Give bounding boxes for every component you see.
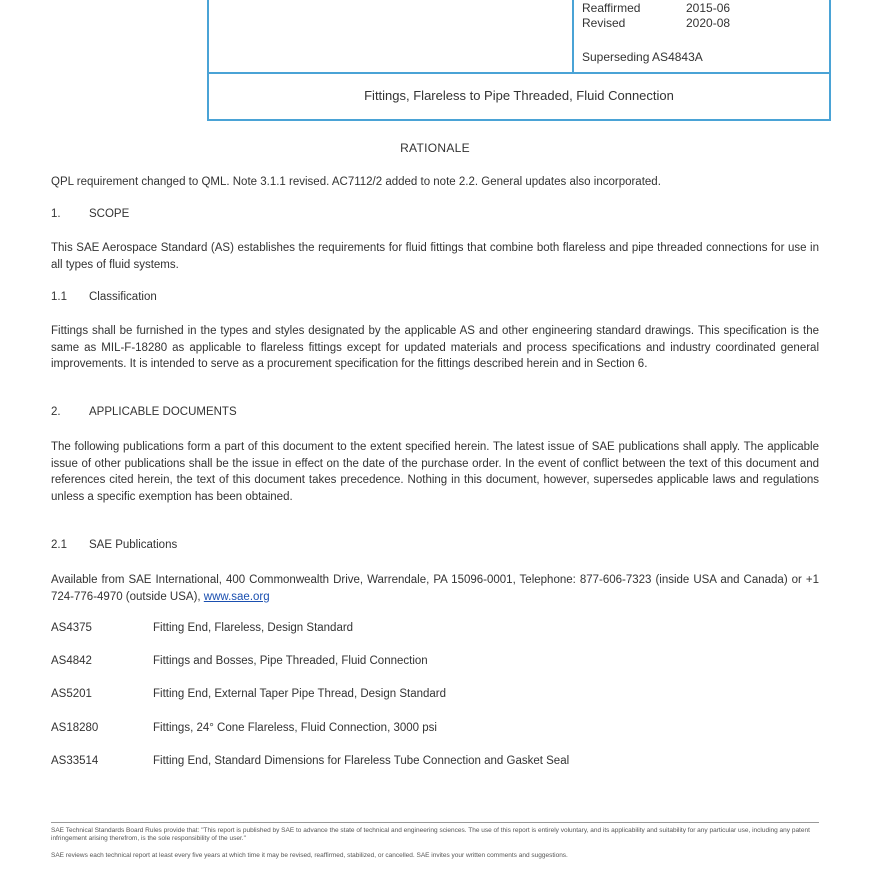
reference-item: [51, 655, 428, 667]
scope-text: This SAE Aerospace Standard (AS) establishes the requirements for fluid fittings that combine both flareless and pipe threaded connections for use in all types of fluid systems.: [51, 242, 819, 271]
sae-website-link[interactable]: www.sae.org: [203, 590, 270, 603]
revised-row: [582, 16, 730, 31]
reference-code: AS18280: [51, 722, 99, 734]
reference-code: AS4375: [51, 622, 92, 634]
section-title: SCOPE: [89, 208, 130, 220]
footer-divider: [51, 822, 819, 823]
section-number: 1.: [51, 208, 61, 220]
document-title: Fittings, Flareless to Pipe Threaded, Fluid Connection: [364, 88, 674, 103]
reference-item: [51, 722, 437, 734]
header-divider: [572, 0, 574, 72]
document-header-box: [207, 0, 831, 121]
section-title: APPLICABLE DOCUMENTS: [89, 406, 237, 418]
reference-code: AS5201: [51, 688, 92, 700]
reaffirmed-label: Reaffirmed: [582, 1, 641, 15]
rationale-heading: RATIONALE: [400, 141, 470, 155]
section-number: 2.1: [51, 539, 67, 551]
footer-notice: SAE Technical Standards Board Rules provide that: "This report is published by SAE to advance the state of technical and engineering sciences. The use of this report is entirely voluntary, and its applicability and suitability for any particular use, including any patent infringement arising therefrom, is the sole responsibility of the user.": [51, 827, 810, 842]
reference-title: Fittings, 24° Cone Flareless, Fluid Connection, 3000 psi: [153, 722, 437, 734]
reaffirmed-date: 2015-06: [686, 1, 731, 15]
section-heading-applicable-documents: [51, 406, 237, 418]
reference-item: [51, 688, 446, 700]
reference-code: AS4842: [51, 655, 92, 667]
revised-label: Revised: [582, 16, 626, 30]
reference-item: [51, 622, 353, 634]
revision-dates: [582, 1, 730, 31]
rationale-text: QPL requirement changed to QML. Note 3.1.1 revised. AC7112/2 added to note 2.2. General updates also incorporated.: [51, 176, 661, 188]
reference-title: Fitting End, Standard Dimensions for Flareless Tube Connection and Gasket Seal: [153, 755, 570, 767]
section-heading-scope: [51, 208, 129, 220]
section-title: Classification: [89, 291, 157, 303]
header-top-section: [209, 0, 829, 74]
section-heading-classification: [51, 291, 157, 303]
classification-text: Fittings shall be furnished in the types and styles designated by the applicable AS and other engineering standard drawings. This specification is the same as MIL-F-18280 as applicable to flareless fittings except for updated materials and process specifications and industry coordinated general improvements. It is intended to serve as a procurement specification for the fittings described herein and in Section 6.: [51, 325, 819, 370]
footer-review-notice: SAE reviews each technical report at least every five years at which time it may be revised, reaffirmed, stabilized, or cancelled. SAE invites your written comments and suggestions.: [51, 852, 568, 859]
section-heading-sae-publications: [51, 539, 177, 551]
section-number: 1.1: [51, 291, 67, 303]
section-number: 2.: [51, 406, 61, 418]
sae-address-text: Available from SAE International, 400 Commonwealth Drive, Warrendale, PA 15096-0001, Telephone: 877-606-7323 (inside USA and Canada) or +1 724-776-4970 (outside USA),: [51, 574, 819, 603]
reference-title: Fitting End, External Taper Pipe Thread, Design Standard: [153, 688, 446, 700]
reference-code: AS33514: [51, 755, 99, 767]
reference-item: [51, 755, 569, 767]
sae-publications-text: [51, 572, 819, 605]
revised-date: 2020-08: [686, 16, 731, 30]
superseding-note: Superseding AS4843A: [582, 50, 703, 64]
reaffirmed-row: [582, 1, 730, 16]
applicable-documents-text: The following publications form a part of this document to the extent specified herein. The latest issue of SAE publications shall apply. The applicable issue of other publications shall be the issue in effect on the date of the purchase order. In the event of conflict between the text of this document and references cited herein, the text of this document takes precedence. Nothing in this document, however, supersedes applicable laws and regulations unless a specific exemption has been obtained.: [51, 441, 819, 503]
reference-title: Fitting End, Flareless, Design Standard: [153, 622, 354, 634]
section-title: SAE Publications: [89, 539, 178, 551]
reference-title: Fittings and Bosses, Pipe Threaded, Fluid Connection: [153, 655, 428, 667]
